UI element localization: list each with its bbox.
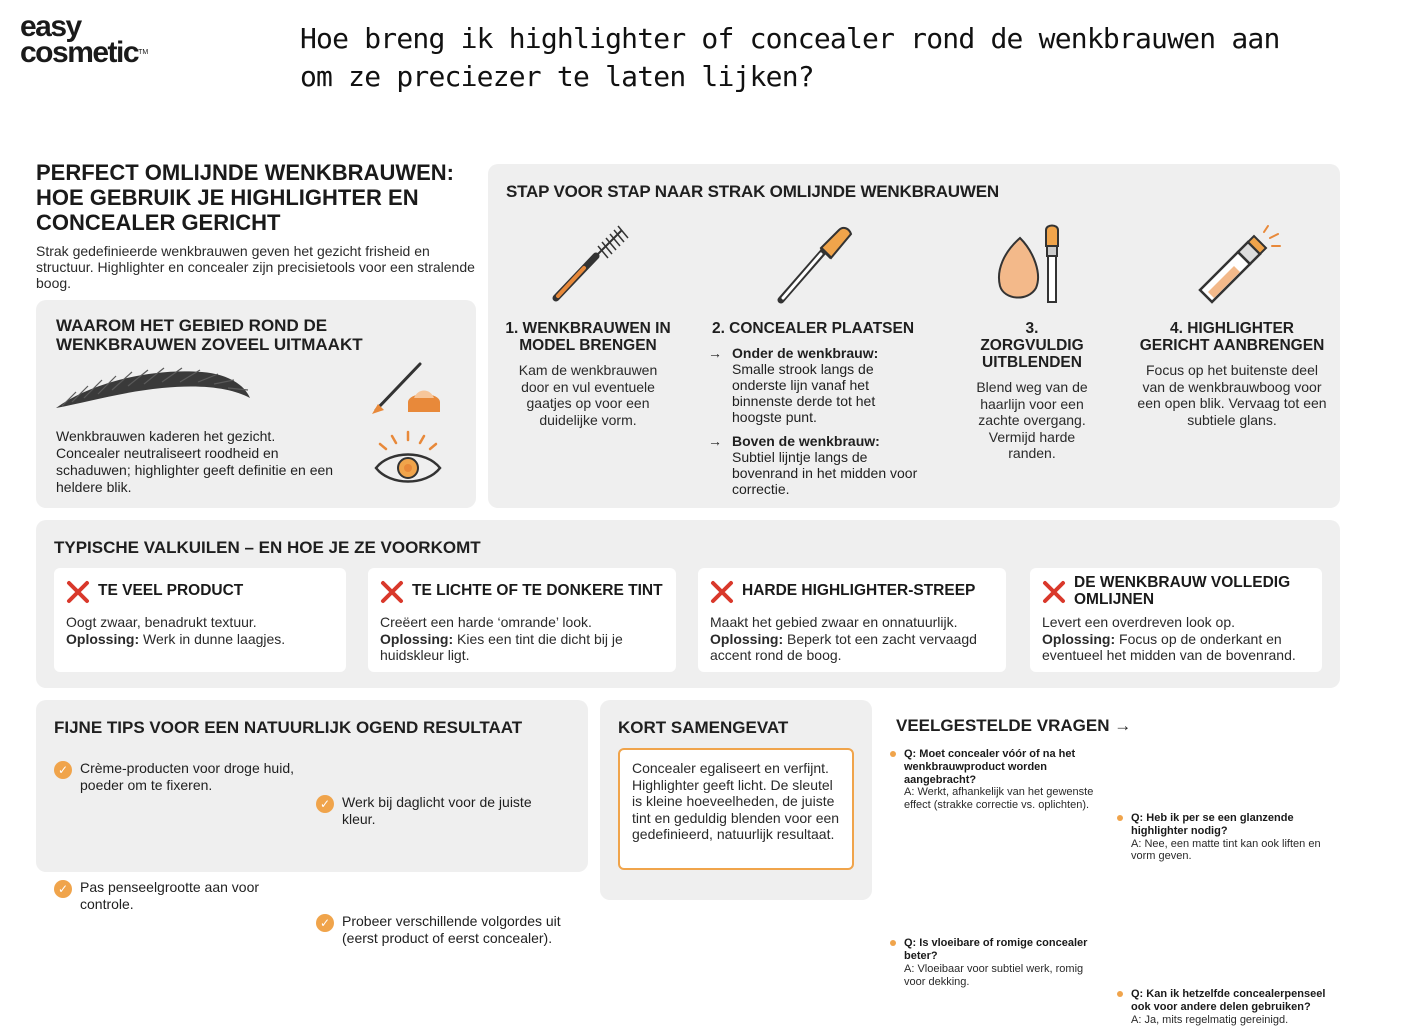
step-4-title: 4. HIGHLIGHTER GERICHT AANBRENGEN	[1139, 320, 1325, 354]
step-2-sub2-title: Boven de wenkbrauw:	[732, 433, 880, 449]
eyebrow-illustration	[52, 362, 252, 418]
logo-trademark: TM	[138, 49, 149, 56]
check-icon: ✓	[316, 914, 334, 932]
check-icon: ✓	[316, 795, 334, 813]
close-x-icon	[66, 580, 90, 604]
sponge-and-brush-icon	[934, 224, 1130, 306]
summary-box: Concealer egaliseert en verfijnt. Highlighter geeft licht. De sleutel is kleine hoeveelheden, de juiste tint en geduldig blenden voor een gedefinieerd, natuurlijk resultaat.	[618, 748, 854, 870]
pitfall-body: Creëert een harde ‘omrande’ look. Oplossing: Kies een tint die dicht bij je huidskleur ligt.	[380, 614, 623, 663]
close-x-icon	[1042, 580, 1066, 604]
summary-heading: KORT SAMENGEVAT	[618, 718, 789, 737]
summary-panel	[600, 700, 872, 900]
step-2-above-brow	[708, 433, 918, 497]
pitfall-title: DE WENKBRAUW VOLLEDIG OMLIJNEN	[1074, 574, 1291, 608]
step-1-text: Kam de wenkbrauwen door en vul eventuele gaatjes op voor een duidelijke vorm.	[518, 362, 658, 428]
bullet-dot	[890, 751, 896, 757]
logo-line-2: cosmetic™	[20, 36, 149, 69]
why-panel	[36, 300, 476, 508]
page-title: Hoe breng ik highlighter of concealer rond de wenkbrauwen aan om ze preciezer te laten lijken?	[300, 22, 1280, 93]
tip-item: ✓ Werk bij daglicht voor de juiste kleur.	[316, 794, 556, 828]
pitfall-title: TE VEEL PRODUCT	[98, 582, 244, 599]
step-2-sub2-text: Subtiel lijntje langs de bovenrand in het midden voor correctie.	[732, 449, 918, 497]
tip-item: ✓ Probeer verschillende volgordes uit (eerst product of eerst concealer).	[316, 913, 576, 947]
faq-item: Q: Heb ik per se een glanzende highlighter nodig? A: Nee, een matte tint kan ook liften en vorm geven.	[1117, 812, 1333, 863]
check-icon: ✓	[54, 761, 72, 779]
highlighter-pen-icon	[1134, 224, 1330, 306]
faq-item: Q: Kan ik hetzelfde concealerpenseel ook voor andere delen gebruiken? A: Ja, mits regelmatig gereinigd.	[1117, 988, 1333, 1026]
intro-heading: PERFECT OMLIJNDE WENKBRAUWEN: HOE GEBRUIK JE HIGHLIGHTER EN CONCEALER GERICHT	[36, 160, 454, 235]
step-2-under-brow	[708, 345, 918, 425]
pitfall-title: TE LICHTE OF TE DONKERE TINT	[412, 582, 663, 599]
logo-line-1: easy	[20, 10, 81, 43]
check-icon: ✓	[54, 880, 72, 898]
step-2	[708, 224, 918, 497]
tip-item: ✓ Pas penseelgrootte aan voor controle.	[54, 879, 294, 913]
step-2-title: 2. CONCEALER PLAATSEN	[711, 320, 915, 337]
faq-item: Q: Moet concealer vóór of na het wenkbrauwproduct worden aangebracht? A: Werkt, afhankelijk van het gewenste effect (strakke correctie vs. oplichten).	[890, 748, 1106, 812]
step-1	[488, 224, 688, 428]
brand-logo[interactable]	[20, 10, 180, 70]
tips-heading: FIJNE TIPS VOOR EEN NATUURLIJK OGEND RESULTAAT	[54, 718, 523, 737]
pitfall-card	[54, 568, 346, 672]
pitfall-title: HARDE HIGHLIGHTER-STREEP	[742, 582, 976, 599]
steps-heading: STAP VOOR STAP NAAR STRAK OMLIJNDE WENKBRAUWEN	[506, 182, 999, 201]
close-x-icon	[710, 580, 734, 604]
tips-panel	[36, 700, 588, 946]
brush-and-pot-icon	[368, 358, 448, 418]
step-2-sub1-text: Smalle strook langs de onderste lijn vanaf het binnenste derde tot het hoogste punt.	[732, 361, 876, 425]
close-x-icon	[380, 580, 404, 604]
why-heading: WAAROM HET GEBIED ROND DE WENKBRAUWEN ZOVEEL UITMAAKT	[56, 316, 363, 354]
step-2-sub1-title: Onder de wenkbrauw:	[732, 345, 879, 361]
pitfalls-heading: TYPISCHE VALKUILEN – EN HOE JE ZE VOORKOMT	[54, 538, 481, 557]
step-4	[1134, 224, 1330, 428]
bullet-dot	[890, 940, 896, 946]
bullet-dot	[1117, 815, 1123, 821]
faq-item: Q: Is vloeibare of romige concealer beter? A: Vloeibaar voor subtiel werk, romig voor dekking.	[890, 937, 1106, 988]
why-text: Wenkbrauwen kaderen het gezicht. Concealer neutraliseert roodheid en schaduwen; highlighter geeft definitie en een heldere blik.	[56, 428, 334, 495]
spoolie-brush-icon	[488, 224, 688, 306]
step-1-title: 1. WENKBRAUWEN IN MODEL BRENGEN	[505, 320, 671, 354]
steps-panel	[488, 164, 1340, 508]
pitfall-card	[698, 568, 1006, 672]
tip-item: ✓ Crème-producten voor droge huid, poeder om te fixeren.	[54, 760, 294, 794]
step-3-text: Blend weg van de haarlijn voor een zachte overgang. Vermijd harde randen.	[976, 379, 1088, 461]
bullet-dot	[1117, 991, 1123, 997]
pitfall-body: Maakt het gebied zwaar en onnatuurlijk. Oplossing: Beperk tot een zacht vervaagd accent rond de boog.	[710, 614, 977, 663]
pitfalls-panel	[36, 520, 1340, 688]
step-3	[934, 224, 1130, 462]
intro-text: Strak gedefinieerde wenkbrauwen geven het gezicht frisheid en structuur. Highlighter en concealer zijn precisietools voor een stralende boog.	[36, 243, 475, 291]
arrow-right-icon: →	[708, 433, 722, 449]
arrow-right-icon: →	[708, 345, 722, 361]
eye-icon	[368, 430, 448, 490]
step-3-title: 3. ZORGVULDIG UITBLENDEN	[980, 320, 1084, 371]
pitfall-body: Oogt zwaar, benadrukt textuur. Oplossing: Werk in dunne laagjes.	[66, 614, 286, 647]
pitfall-body: Levert een overdreven look op. Oplossing: Focus op de onderkant en eventueel het midden van de bovenrand.	[1042, 614, 1296, 663]
concealer-brush-icon	[708, 224, 918, 306]
pitfall-card	[368, 568, 676, 672]
faq-heading[interactable]: VEELGESTELDE VRAGEN →	[896, 716, 1132, 735]
step-4-text: Focus op het buitenste deel van de wenkbrauwboog voor een open blik. Vervaag tot een subtiele glans.	[1137, 362, 1327, 428]
pitfall-card	[1030, 568, 1322, 672]
